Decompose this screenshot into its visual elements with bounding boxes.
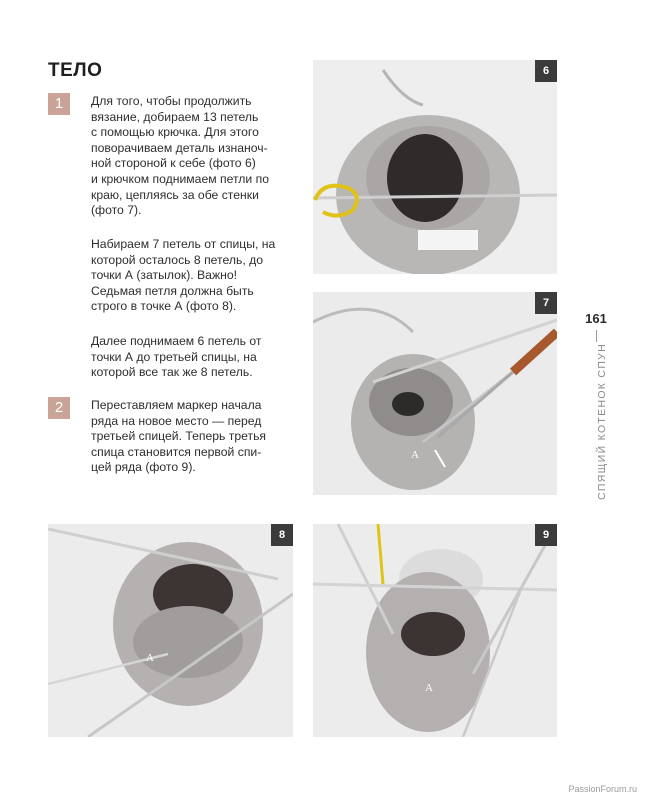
- step-number-2: 2: [48, 397, 70, 419]
- running-head: СПЯЩИЙ КОТЕНОК СПУН: [596, 342, 608, 500]
- photo-number-badge-7: 7: [535, 292, 557, 314]
- watermark: PassionForum.ru: [568, 784, 637, 794]
- photo-6: [313, 60, 557, 274]
- knitted-piece-photo-9: [313, 524, 557, 737]
- paragraph-step1-intro: Для того, чтобы продолжить вязание, добираем 13 петель с помощью крючка. Для этого поворачиваем деталь изнаноч- ной стороной к себе (фото 6) и крючком поднимаем петли по краю, цепляясь за обе стенки (фото 7).: [91, 94, 269, 218]
- photo-9: [313, 524, 557, 737]
- step-number-1: 1: [48, 93, 70, 115]
- page-number-divider: [596, 330, 597, 342]
- point-a-label-9: A: [425, 682, 433, 694]
- photo-number-badge-6: 6: [535, 60, 557, 82]
- paragraph-step2-marker: Переставляем маркер начала ряда на новое место — перед третьей спицей. Теперь третья спица становится первой спи- цей ряда (фото 9).: [91, 398, 267, 475]
- photo-7: [313, 292, 557, 495]
- section-title: ТЕЛО: [48, 60, 103, 81]
- paragraph-step1-pick-up: Далее поднимаем 6 петель от точки А до третьей спицы, на которой все так же 8 петель.: [91, 334, 262, 380]
- photo-8: [48, 524, 293, 737]
- point-a-label-8: A: [146, 652, 154, 664]
- photo-number-badge-9: 9: [535, 524, 557, 546]
- paragraph-step1-cast-on: Набираем 7 петель от спицы, на которой осталось 8 петель, до точки А (затылок). Важно! Седьмая петля должна быть строго в точке А (фото 8).: [91, 237, 276, 314]
- photo-number-badge-8: 8: [271, 524, 293, 546]
- page-number: 161: [585, 311, 607, 326]
- point-a-label-7: A: [411, 449, 419, 461]
- knitted-piece-photo-7: [313, 292, 557, 495]
- knitted-piece-photo-6: [313, 60, 557, 274]
- knitted-piece-photo-8: [48, 524, 293, 737]
